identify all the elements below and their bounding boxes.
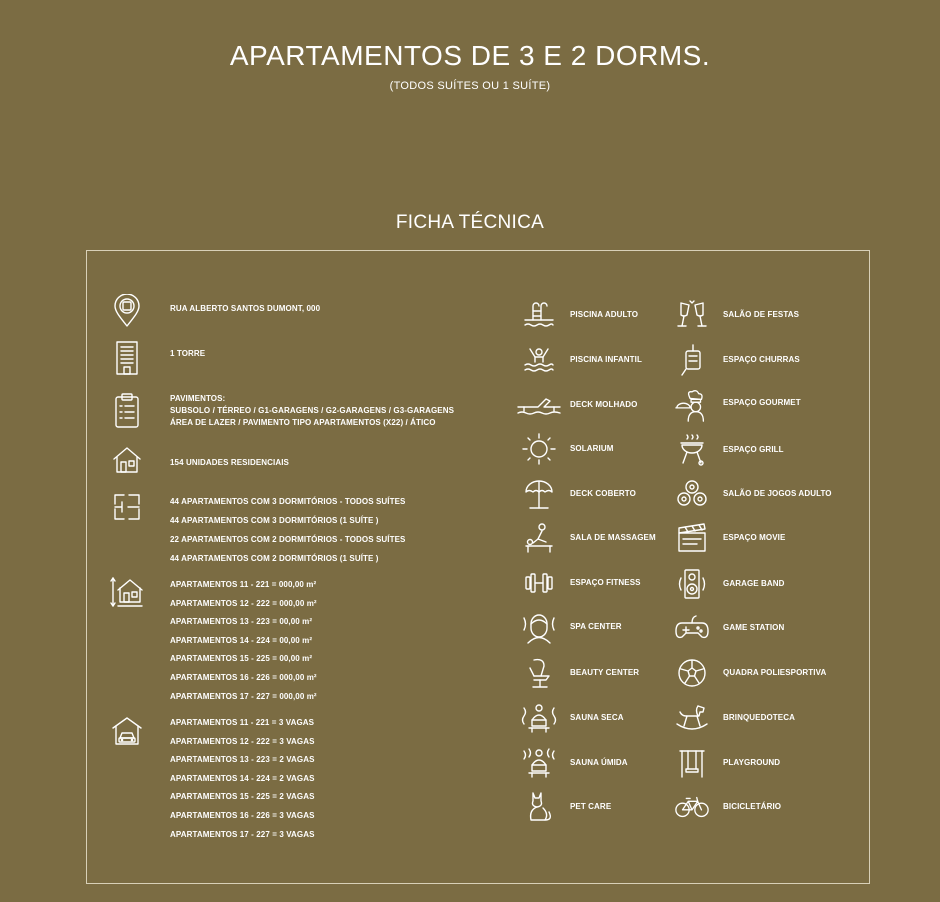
- bedroom-line: 22 APARTAMENTOS COM 2 DORMITÓRIOS - TODOS SUÍTES: [170, 535, 406, 544]
- amenity-label: BEAUTY CENTER: [570, 668, 640, 677]
- area-line: APARTAMENTOS 16 - 226 = 000,00 m²: [170, 672, 317, 682]
- amenity-label: BICICLETÁRIO: [723, 802, 782, 811]
- amenity-label: ESPAÇO MOVIE: [723, 533, 786, 542]
- amenity-item: [674, 388, 854, 418]
- amenity-item: [674, 792, 854, 822]
- amenity-label: PISCINA ADULTO: [570, 310, 639, 319]
- house-area-icon: [110, 576, 144, 610]
- pet-icon: [521, 792, 557, 822]
- amenity-label: SALÃO DE FESTAS: [723, 310, 800, 319]
- area-line: APARTAMENTOS 12 - 222 = 000,00 m²: [170, 598, 317, 608]
- soccer-ball-icon: [674, 658, 710, 688]
- parking-line: APARTAMENTOS 16 - 226 = 3 VAGAS: [170, 810, 315, 820]
- parking-line: APARTAMENTOS 12 - 222 = 3 VAGAS: [170, 736, 315, 746]
- amenity-item: [674, 435, 854, 465]
- chef-icon: [674, 388, 710, 424]
- amenity-label: ESPAÇO CHURRAS: [723, 355, 800, 364]
- champagne-glasses-icon: [674, 300, 710, 330]
- amenity-label: SAUNA SECA: [570, 713, 624, 722]
- amenity-label: GAME STATION: [723, 623, 785, 632]
- wet-deck-icon: [516, 390, 562, 420]
- amenity-item: [674, 345, 854, 375]
- amenity-item: [674, 703, 854, 733]
- parking-line: APARTAMENTOS 11 - 221 = 3 VAGAS: [170, 718, 315, 727]
- address-text: RUA ALBERTO SANTOS DUMONT, 000: [170, 304, 321, 313]
- amenity-label: GARAGE BAND: [723, 579, 785, 588]
- grill-tools-icon: [674, 345, 710, 375]
- amenity-label: ESPAÇO GRILL: [723, 445, 784, 454]
- dry-sauna-icon: [521, 703, 557, 733]
- parking-line: APARTAMENTOS 13 - 223 = 2 VAGAS: [170, 755, 315, 765]
- parking-line: APARTAMENTOS 15 - 225 = 2 VAGAS: [170, 792, 315, 802]
- parking-line: APARTAMENTOS 14 - 224 = 2 VAGAS: [170, 773, 315, 783]
- bedroom-line: 44 APARTAMENTOS COM 3 DORMITÓRIOS (1 SUÍTE ): [170, 516, 379, 525]
- spa-face-icon: [521, 612, 557, 642]
- building-icon: [110, 340, 144, 374]
- child-swimming-icon: [521, 345, 557, 375]
- speaker-icon: [674, 569, 710, 599]
- massage-icon: [521, 523, 557, 553]
- sun-icon: [521, 434, 557, 464]
- location-pin-icon: [110, 294, 144, 328]
- parking-line: APARTAMENTOS 17 - 227 = 3 VAGAS: [170, 829, 315, 839]
- gamepad-icon: [674, 613, 710, 643]
- amenity-item: [516, 390, 696, 420]
- floors-line: SUBSOLO / TÉRREO / G1-GARAGENS / G2-GARAGENS / G3-GARAGENS: [170, 406, 455, 415]
- dumbbell-icon: [521, 568, 557, 598]
- bedroom-line: 44 APARTAMENTOS COM 3 DORMITÓRIOS - TODOS SUÍTES: [170, 497, 406, 506]
- area-line: APARTAMENTOS 14 - 224 = 00,00 m²: [170, 635, 313, 645]
- floors-line: PAVIMENTOS:: [170, 394, 226, 403]
- house-icon: [110, 446, 144, 480]
- area-line: APARTAMENTOS 15 - 225 = 00,00 m²: [170, 654, 313, 664]
- amenity-label: DECK MOLHADO: [570, 400, 638, 409]
- amenity-label: BRINQUEDOTECA: [723, 713, 795, 722]
- clipboard-icon: [110, 393, 144, 427]
- pool-ladder-icon: [521, 300, 557, 330]
- floor-plan-icon: [110, 492, 144, 526]
- barbecue-icon: [674, 435, 710, 465]
- bedroom-line: 44 APARTAMENTOS COM 2 DORMITÓRIOS (1 SUÍTE ): [170, 554, 379, 563]
- units-text: 154 UNIDADES RESIDENCIAIS: [170, 458, 289, 467]
- clapperboard-icon: [674, 523, 710, 553]
- amenity-item: [674, 300, 854, 330]
- area-line: APARTAMENTOS 11 - 221 = 000,00 m²: [170, 580, 317, 589]
- page-subtitle: (TODOS SUÍTES OU 1 SUÍTE): [389, 80, 551, 92]
- area-line: APARTAMENTOS 13 - 223 = 00,00 m²: [170, 617, 313, 627]
- tower-text: 1 TORRE: [170, 349, 206, 358]
- floors-line: ÁREA DE LAZER / PAVIMENTO TIPO APARTAMENTOS (X22) / ÁTICO: [170, 418, 436, 427]
- amenity-label: PISCINA INFANTIL: [570, 355, 642, 364]
- wet-sauna-icon: [521, 748, 557, 778]
- amenity-item: [674, 479, 854, 509]
- amenity-label: SALA DE MASSAGEM: [570, 533, 656, 542]
- amenity-label: SALÃO DE JOGOS ADULTO: [723, 489, 832, 498]
- amenity-label: PET CARE: [570, 802, 612, 811]
- amenity-label: SPA CENTER: [570, 622, 622, 631]
- section-title: FICHA TÉCNICA: [395, 212, 545, 233]
- amenity-item: [674, 523, 854, 553]
- amenity-item: [674, 613, 854, 643]
- salon-chair-icon: [521, 658, 557, 688]
- area-line: APARTAMENTOS 17 - 227 = 000,00 m²: [170, 691, 317, 701]
- bicycle-icon: [674, 792, 710, 822]
- page-title: APARTAMENTOS DE 3 E 2 DORMS.: [229, 40, 711, 71]
- amenity-item: [674, 748, 854, 778]
- garage-icon: [110, 716, 144, 750]
- amenity-label: SAUNA ÚMIDA: [570, 758, 628, 767]
- beach-umbrella-icon: [521, 479, 557, 509]
- amenity-item: [674, 658, 854, 688]
- amenity-label: QUADRA POLIESPORTIVA: [723, 668, 827, 677]
- amenity-label: SOLARIUM: [570, 444, 614, 453]
- amenity-label: DECK COBERTO: [570, 489, 636, 498]
- billiard-balls-icon: [674, 479, 710, 509]
- amenity-label: PLAYGROUND: [723, 758, 781, 767]
- rocking-horse-icon: [674, 703, 710, 733]
- swing-icon: [674, 748, 710, 778]
- amenity-item: [674, 569, 854, 599]
- amenity-label: ESPAÇO FITNESS: [570, 578, 641, 587]
- amenity-label: ESPAÇO GOURMET: [723, 398, 801, 407]
